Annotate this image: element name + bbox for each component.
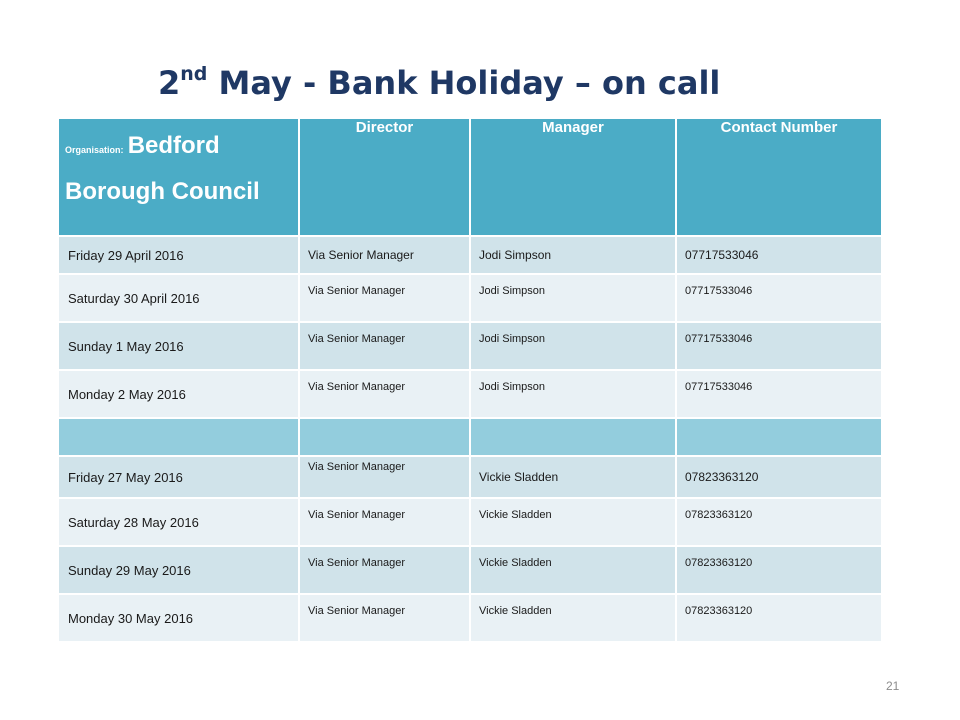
director-header: Director xyxy=(299,118,470,236)
table-row xyxy=(58,498,882,546)
director-cell: Via Senior Manager xyxy=(299,274,470,322)
director-cell: Via Senior Manager xyxy=(299,236,470,274)
manager-cell: Vickie Sladden xyxy=(470,594,676,642)
date-cell: Saturday 28 May 2016 xyxy=(58,498,299,546)
contact-cell: 07823363120 xyxy=(676,456,882,498)
manager-cell: Vickie Sladden xyxy=(470,546,676,594)
spacer-cell xyxy=(58,418,299,456)
date-cell: Monday 30 May 2016 xyxy=(58,594,299,642)
organisation-name: Bedford Borough Council xyxy=(65,132,260,205)
table-row xyxy=(58,370,882,418)
on-call-table xyxy=(57,117,883,643)
manager-cell: Vickie Sladden xyxy=(470,456,676,498)
date-cell: Sunday 1 May 2016 xyxy=(58,322,299,370)
title-prefix: 2 xyxy=(158,64,181,102)
director-cell: Via Senior Manager xyxy=(299,546,470,594)
director-cell: Via Senior Manager xyxy=(299,322,470,370)
contact-cell: 07823363120 xyxy=(676,546,882,594)
spacer-cell xyxy=(470,418,676,456)
organisation-header xyxy=(58,118,299,236)
spacer-row xyxy=(58,418,882,456)
date-cell: Friday 27 May 2016 xyxy=(58,456,299,498)
slide-title xyxy=(158,58,720,113)
director-cell: Via Senior Manager xyxy=(299,498,470,546)
table-row xyxy=(58,322,882,370)
contact-number-header: Contact Number xyxy=(676,118,882,236)
organisation-label: Organisation: xyxy=(65,145,124,155)
manager-cell: Jodi Simpson xyxy=(470,370,676,418)
director-cell: Via Senior Manager xyxy=(299,456,470,498)
contact-cell: 07823363120 xyxy=(676,594,882,642)
title-rest: May - Bank Holiday – on call xyxy=(207,64,721,102)
manager-cell: Jodi Simpson xyxy=(470,236,676,274)
table-row xyxy=(58,236,882,274)
director-cell: Via Senior Manager xyxy=(299,594,470,642)
page-number: 21 xyxy=(886,679,900,693)
manager-cell: Jodi Simpson xyxy=(470,322,676,370)
date-cell: Friday 29 April 2016 xyxy=(58,236,299,274)
director-cell: Via Senior Manager xyxy=(299,370,470,418)
table-row xyxy=(58,274,882,322)
spacer-cell xyxy=(299,418,470,456)
manager-cell: Jodi Simpson xyxy=(470,274,676,322)
date-cell: Saturday 30 April 2016 xyxy=(58,274,299,322)
contact-cell: 07717533046 xyxy=(676,274,882,322)
manager-header: Manager xyxy=(470,118,676,236)
spacer-cell xyxy=(676,418,882,456)
manager-cell: Vickie Sladden xyxy=(470,498,676,546)
title-superscript: nd xyxy=(180,63,208,85)
date-cell: Sunday 29 May 2016 xyxy=(58,546,299,594)
table-header-row xyxy=(58,118,882,236)
date-cell: Monday 2 May 2016 xyxy=(58,370,299,418)
contact-cell: 07717533046 xyxy=(676,370,882,418)
table-row xyxy=(58,546,882,594)
contact-cell: 07717533046 xyxy=(676,322,882,370)
table-row xyxy=(58,594,882,642)
contact-cell: 07717533046 xyxy=(676,236,882,274)
table-row xyxy=(58,456,882,498)
contact-cell: 07823363120 xyxy=(676,498,882,546)
